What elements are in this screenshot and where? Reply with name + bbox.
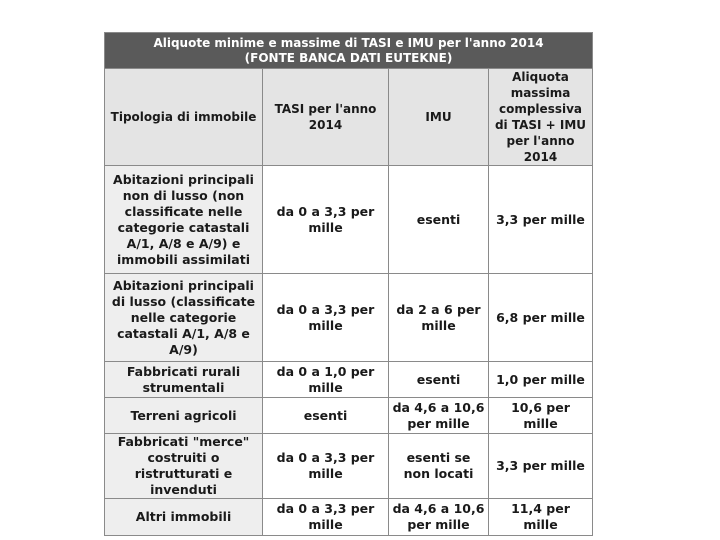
cell-imu: da 2 a 6 per mille (389, 274, 489, 362)
table-title (105, 33, 593, 69)
cell-tasi: esenti (263, 398, 389, 434)
title-row (105, 33, 593, 69)
cell-tipologia: Fabbricati rurali strumentali (105, 362, 263, 398)
column-header-imu: IMU (389, 69, 489, 166)
table-title-line-1: Aliquote minime e massime di TASI e IMU per l'anno 2014 (153, 35, 544, 50)
cell-tasi: da 0 a 1,0 per mille (263, 362, 389, 398)
cell-imu: da 4,6 a 10,6 per mille (389, 398, 489, 434)
cell-tipologia: Abitazioni principali non di lusso (non classificate nelle categorie catastali A/1, A/8 e A/9) e immobili assimilati (105, 166, 263, 274)
cell-massima: 3,3 per mille (489, 434, 593, 499)
cell-massima: 1,0 per mille (489, 362, 593, 398)
cell-massima: 6,8 per mille (489, 274, 593, 362)
cell-imu: esenti se non locati (389, 434, 489, 499)
header-row (105, 69, 593, 166)
cell-tasi: da 0 a 3,3 per mille (263, 434, 389, 499)
table-title-line-2: (FONTE BANCA DATI EUTEKNE) (244, 50, 453, 65)
table-row (105, 274, 593, 362)
cell-tipologia: Terreni agricoli (105, 398, 263, 434)
column-header-tasi: TASI per l'anno 2014 (263, 69, 389, 166)
aliquote-table (104, 32, 593, 536)
cell-massima: 3,3 per mille (489, 166, 593, 274)
cell-tasi: da 0 a 3,3 per mille (263, 499, 389, 536)
table-row (105, 499, 593, 536)
cell-imu: esenti (389, 362, 489, 398)
cell-imu: esenti (389, 166, 489, 274)
cell-tipologia: Fabbricati "merce" costruiti o ristrutturati e invenduti (105, 434, 263, 499)
cell-imu: da 4,6 a 10,6 per mille (389, 499, 489, 536)
cell-massima: 11,4 per mille (489, 499, 593, 536)
table-row (105, 434, 593, 499)
column-header-massima: Aliquota massima complessiva di TASI + IMU per l'anno 2014 (489, 69, 593, 166)
cell-tipologia: Abitazioni principali di lusso (classificate nelle categorie catastali A/1, A/8 e A/9) (105, 274, 263, 362)
cell-tasi: da 0 a 3,3 per mille (263, 166, 389, 274)
table-row (105, 362, 593, 398)
cell-massima: 10,6 per mille (489, 398, 593, 434)
table-row (105, 166, 593, 274)
cell-tipologia: Altri immobili (105, 499, 263, 536)
table-row (105, 398, 593, 434)
cell-tasi: da 0 a 3,3 per mille (263, 274, 389, 362)
column-header-tipologia: Tipologia di immobile (105, 69, 263, 166)
